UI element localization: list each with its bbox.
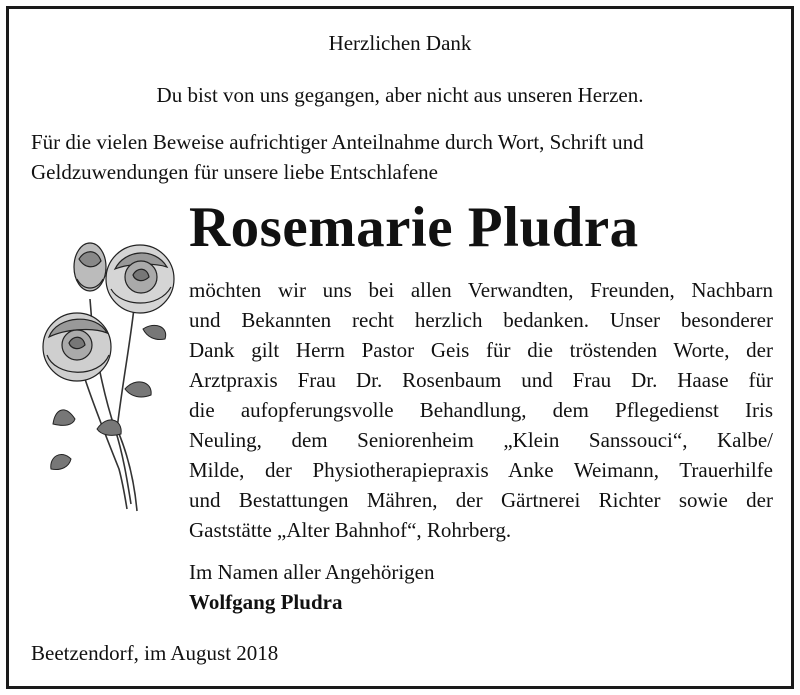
- signoff-block: [189, 557, 435, 617]
- notice-heading: Herzlichen Dank: [328, 31, 472, 55]
- intro-line: Geldzuwendungen für unsere liebe Entschlafene: [31, 160, 438, 184]
- body-line: die aufopferungsvolle Behandlung, dem Pflegedienst Iris: [189, 398, 773, 422]
- signer-name: Wolfgang Pludra: [189, 590, 343, 614]
- body-line: Arztpraxis Frau Dr. Rosenbaum und Frau Dr. Haase für: [189, 368, 773, 392]
- place-date: Beetzendorf, im August 2018: [31, 641, 279, 665]
- body-line: Neuling, dem Seniorenheim „Klein Sanssouci“, Kalbe/: [189, 428, 773, 452]
- body-line: Milde, der Physiotherapiepraxis Anke Weimann, Trauerhilfe: [189, 458, 773, 482]
- roses-illustration: [35, 229, 183, 514]
- deceased-name: Rosemarie Pludra: [189, 196, 639, 259]
- thanks-paragraph: [189, 275, 773, 545]
- body-line: Gaststätte „Alter Bahnhof“, Rohrberg.: [189, 518, 512, 542]
- memorial-quote: Du bist von uns gegangen, aber nicht aus unseren Herzen.: [156, 83, 644, 107]
- body-line: möchten wir uns bei allen Verwandten, Freunden, Nachbarn: [189, 278, 773, 302]
- obituary-notice: [6, 6, 794, 689]
- body-line: und Bestattungen Mähren, der Gärtnerei Richter sowie der: [189, 488, 773, 512]
- intro-line: Für die vielen Beweise aufrichtiger Anteilnahme durch Wort, Schrift und: [31, 130, 644, 154]
- body-line: Dank gilt Herrn Pastor Geis für die tröstenden Worte, der: [189, 338, 773, 362]
- body-line: und Bekannten recht herzlich bedanken. Unser besonderer: [189, 308, 773, 332]
- signoff-text: Im Namen aller Angehörigen: [189, 560, 435, 584]
- intro-paragraph: [31, 127, 775, 187]
